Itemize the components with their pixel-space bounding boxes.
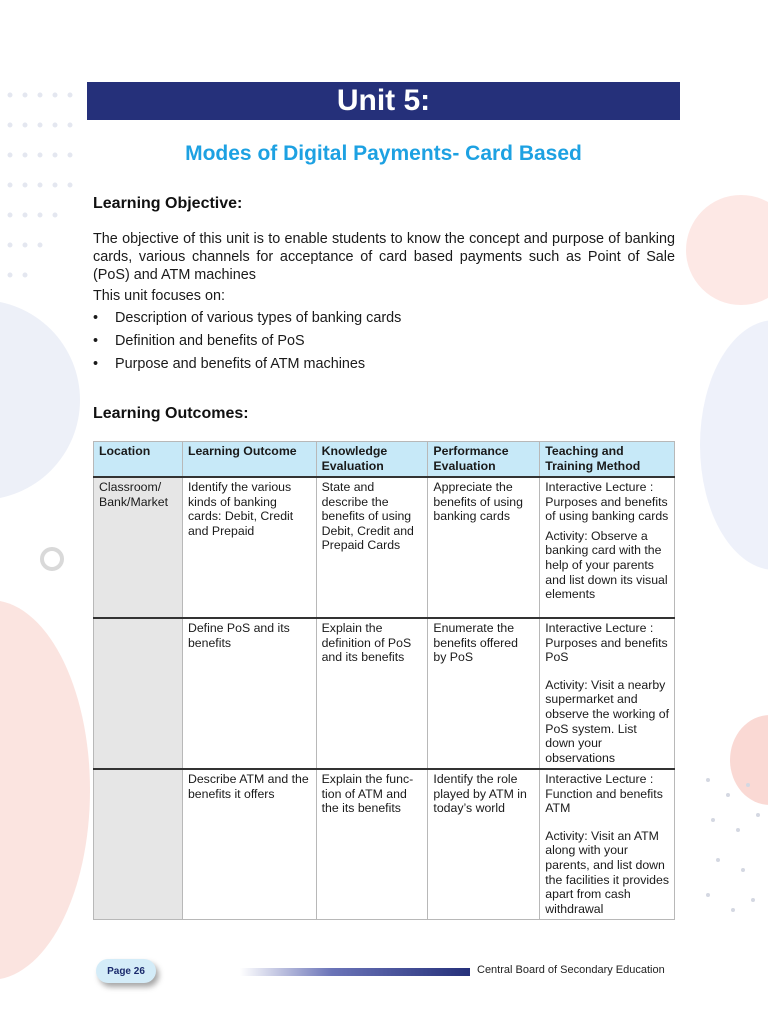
table-row xyxy=(94,618,675,769)
bullet-item: • Purpose and benefits of ATM machines xyxy=(93,356,366,372)
table-header-row xyxy=(94,442,675,478)
unit-title-banner xyxy=(87,82,680,120)
cell-location xyxy=(94,618,183,769)
footer-organization: Central Board of Secondary Education xyxy=(477,964,665,976)
method-lecture: Interactive Lecture : Function and benefits ATM xyxy=(545,772,663,816)
cell-performance: Appreciate the benefits of using banking cards xyxy=(428,477,540,618)
cell-location: Classroom/ Bank/Market xyxy=(94,477,183,618)
method-activity: Activity: Observe a banking card with the help of your parents and list down its visual elements xyxy=(545,528,668,602)
header-knowledge: Knowledge Evaluation xyxy=(316,442,428,478)
bullet-item: • Description of various types of banking cards xyxy=(93,310,402,326)
objective-paragraph: The objective of this unit is to enable students to know the concept and purpose of banking cards, various channels for acceptance of card based payments such as Point of Sale (PoS) and ATM machines xyxy=(93,231,675,283)
footer-gradient-bar xyxy=(240,968,470,976)
method-activity: Activity: Visit a nearby supermarket and observe the working of PoS system. List down your observations xyxy=(545,677,669,765)
table-row xyxy=(94,477,675,618)
learning-objective-heading: Learning Objective: xyxy=(93,195,243,212)
decor-circle-right-low xyxy=(730,715,768,805)
header-method: Teaching and Training Method xyxy=(540,442,675,478)
learning-outcomes-table xyxy=(93,441,675,920)
header-location: Location xyxy=(94,442,183,478)
table-row xyxy=(94,769,675,919)
cell-location xyxy=(94,769,183,919)
unit-subtitle: Modes of Digital Payments- Card Based xyxy=(185,142,582,165)
focus-intro: This unit focuses on: xyxy=(93,288,225,304)
bullet-item: • Definition and benefits of PoS xyxy=(93,333,305,349)
learning-outcomes-heading: Learning Outcomes: xyxy=(93,405,249,422)
unit-title: Unit 5: xyxy=(336,84,431,117)
page-number-badge xyxy=(96,959,156,983)
cell-outcome: Define PoS and its benefits xyxy=(182,618,316,769)
header-performance: Performance Evaluation xyxy=(428,442,540,478)
cell-knowledge: Explain the func- tion of ATM and the its benefits xyxy=(316,769,428,919)
header-outcome: Learning Outcome xyxy=(182,442,316,478)
method-lecture: Interactive Lecture : Purposes and benefits PoS xyxy=(545,621,668,665)
decor-circle-right-mid xyxy=(700,320,768,570)
decor-circle-left xyxy=(0,300,80,500)
cell-method xyxy=(540,618,675,769)
method-lecture: Interactive Lecture : Purposes and benefits of using banking cards xyxy=(545,480,669,524)
cell-method xyxy=(540,477,675,618)
cell-performance: Enumerate the benefits offered by PoS xyxy=(428,618,540,769)
cell-method xyxy=(540,769,675,919)
decor-dots-right xyxy=(698,770,768,930)
cell-outcome: Identify the various kinds of banking cards: Debit, Credit and Prepaid xyxy=(182,477,316,618)
cell-knowledge: State and describe the benefits of using Debit, Credit and Prepaid Cards xyxy=(316,477,428,618)
method-activity: Activity: Visit an ATM along with your parents, and list down the facilities it provides apart from cash withdrawal xyxy=(545,828,669,916)
decor-dots-left xyxy=(0,85,85,315)
decor-ring xyxy=(40,547,64,571)
cell-outcome: Describe ATM and the benefits it offers xyxy=(182,769,316,919)
decor-circle-left-bottom xyxy=(0,600,90,980)
decor-circle-right-top xyxy=(686,195,768,305)
page-number: Page 26 xyxy=(107,965,145,977)
cell-performance: Identify the role played by ATM in today’s world xyxy=(428,769,540,919)
cell-knowledge: Explain the definition of PoS and its benefits xyxy=(316,618,428,769)
focus-bullet-list xyxy=(93,310,401,379)
